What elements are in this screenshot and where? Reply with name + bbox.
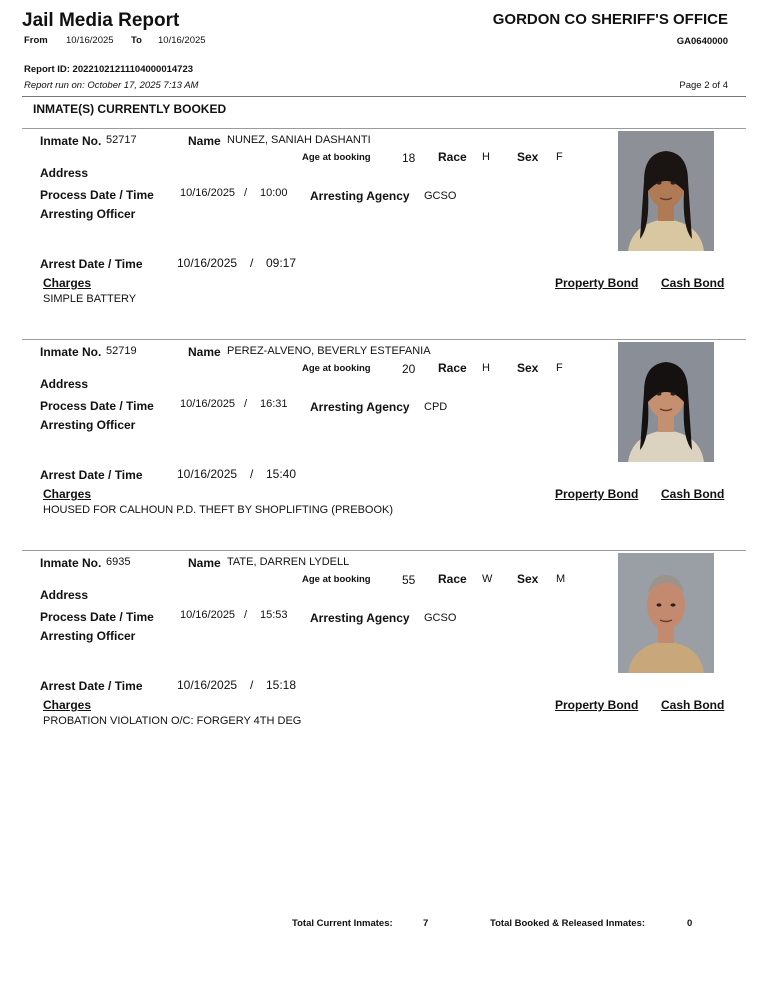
arresting-agency-value: GCSO bbox=[424, 190, 457, 202]
process-time-value: 15:53 bbox=[260, 609, 288, 621]
report-run-on: Report run on: October 17, 2025 7:13 AM bbox=[24, 80, 199, 91]
inmate-photo bbox=[618, 131, 714, 251]
arresting-agency-label: Arresting Agency bbox=[310, 611, 410, 625]
sex-label: Sex bbox=[517, 572, 539, 586]
race-value: H bbox=[482, 362, 490, 374]
report-title: Jail Media Report bbox=[22, 10, 180, 31]
total-booked-released-value: 0 bbox=[687, 918, 693, 929]
record-divider bbox=[22, 339, 746, 340]
property-bond-label: Property Bond bbox=[555, 698, 639, 712]
address-label: Address bbox=[40, 166, 89, 180]
section-title: INMATE(S) CURRENTLY BOOKED bbox=[33, 102, 227, 116]
total-current-value: 7 bbox=[423, 918, 429, 929]
race-value: H bbox=[482, 151, 490, 163]
arrest-date-value: 10/16/2025 bbox=[177, 256, 238, 270]
from-date: 10/16/2025 bbox=[66, 35, 114, 46]
race-label: Race bbox=[438, 572, 467, 586]
address-label: Address bbox=[40, 377, 89, 391]
name-label: Name bbox=[188, 134, 221, 148]
process-date-value: 10/16/2025 bbox=[180, 609, 236, 621]
name-value: PEREZ-ALVENO, BEVERLY ESTEFANIA bbox=[227, 345, 431, 357]
age-value: 20 bbox=[402, 362, 416, 376]
arresting-officer-label: Arresting Officer bbox=[40, 629, 136, 643]
cash-bond-label: Cash Bond bbox=[661, 487, 725, 501]
process-slash: / bbox=[244, 609, 248, 621]
page-number: Page 2 of 4 bbox=[679, 80, 728, 91]
inmate-no-value: 52719 bbox=[106, 345, 137, 357]
process-date-value: 10/16/2025 bbox=[180, 398, 236, 410]
name-label: Name bbox=[188, 345, 221, 359]
arresting-officer-label: Arresting Officer bbox=[40, 207, 136, 221]
charges-label: Charges bbox=[43, 698, 92, 712]
age-value: 55 bbox=[402, 573, 416, 587]
arrest-date-value: 10/16/2025 bbox=[177, 678, 238, 692]
process-date-label: Process Date / Time bbox=[40, 188, 154, 202]
inmate-no-label: Inmate No. bbox=[40, 556, 102, 570]
inmate-photo bbox=[618, 553, 714, 673]
to-date: 10/16/2025 bbox=[158, 35, 206, 46]
charges-value: SIMPLE BATTERY bbox=[43, 293, 137, 305]
sex-value: F bbox=[556, 362, 563, 374]
name-label: Name bbox=[188, 556, 221, 570]
cash-bond-label: Cash Bond bbox=[661, 276, 725, 290]
sex-value: F bbox=[556, 151, 563, 163]
arrest-slash: / bbox=[250, 467, 254, 481]
arresting-agency-value: GCSO bbox=[424, 612, 457, 624]
process-slash: / bbox=[244, 187, 248, 199]
address-label: Address bbox=[40, 588, 89, 602]
to-label: To bbox=[131, 35, 142, 46]
arrest-slash: / bbox=[250, 678, 254, 692]
arrest-time-value: 15:40 bbox=[266, 467, 297, 481]
inmate-no-value: 52717 bbox=[106, 134, 137, 146]
arrest-date-label: Arrest Date / Time bbox=[40, 257, 143, 271]
race-label: Race bbox=[438, 361, 467, 375]
charges-label: Charges bbox=[43, 276, 92, 290]
inmate-photo bbox=[618, 342, 714, 462]
race-label: Race bbox=[438, 150, 467, 164]
property-bond-label: Property Bond bbox=[555, 487, 639, 501]
name-value: TATE, DARREN LYDELL bbox=[227, 556, 350, 568]
charges-label: Charges bbox=[43, 487, 92, 501]
process-date-label: Process Date / Time bbox=[40, 610, 154, 624]
inmate-no-label: Inmate No. bbox=[40, 345, 102, 359]
cash-bond-label: Cash Bond bbox=[661, 698, 725, 712]
process-time-value: 16:31 bbox=[260, 398, 288, 410]
arrest-date-label: Arrest Date / Time bbox=[40, 679, 143, 693]
sex-label: Sex bbox=[517, 150, 539, 164]
name-value: NUNEZ, SANIAH DASHANTI bbox=[227, 134, 371, 146]
header-divider bbox=[22, 96, 746, 97]
arrest-date-label: Arrest Date / Time bbox=[40, 468, 143, 482]
inmate-no-value: 6935 bbox=[106, 556, 131, 568]
agency-name: GORDON CO SHERIFF'S OFFICE bbox=[492, 11, 728, 28]
sex-label: Sex bbox=[517, 361, 539, 375]
process-date-value: 10/16/2025 bbox=[180, 187, 236, 199]
report-id: Report ID: 20221021211104000014723 bbox=[24, 64, 194, 75]
agency-code: GA0640000 bbox=[676, 36, 728, 47]
arresting-officer-label: Arresting Officer bbox=[40, 418, 136, 432]
arrest-time-value: 09:17 bbox=[266, 256, 297, 270]
charges-value: HOUSED FOR CALHOUN P.D. THEFT BY SHOPLIFTING (PREBOOK) bbox=[43, 504, 394, 516]
inmate-no-label: Inmate No. bbox=[40, 134, 102, 148]
record-divider bbox=[22, 550, 746, 551]
arrest-slash: / bbox=[250, 256, 254, 270]
arresting-agency-label: Arresting Agency bbox=[310, 189, 410, 203]
from-label: From bbox=[24, 35, 48, 46]
total-current-label: Total Current Inmates: bbox=[292, 918, 393, 929]
sex-value: M bbox=[556, 573, 566, 585]
property-bond-label: Property Bond bbox=[555, 276, 639, 290]
arresting-agency-value: CPD bbox=[424, 401, 448, 413]
age-label: Age at booking bbox=[302, 363, 371, 374]
charges-value: PROBATION VIOLATION O/C: FORGERY 4TH DEG bbox=[43, 715, 302, 727]
age-label: Age at booking bbox=[302, 574, 371, 585]
total-booked-released-label: Total Booked & Released Inmates: bbox=[490, 918, 646, 929]
process-time-value: 10:00 bbox=[260, 187, 288, 199]
arrest-date-value: 10/16/2025 bbox=[177, 467, 238, 481]
arresting-agency-label: Arresting Agency bbox=[310, 400, 410, 414]
race-value: W bbox=[482, 573, 493, 585]
age-label: Age at booking bbox=[302, 152, 371, 163]
process-slash: / bbox=[244, 398, 248, 410]
process-date-label: Process Date / Time bbox=[40, 399, 154, 413]
record-divider bbox=[22, 128, 746, 129]
age-value: 18 bbox=[402, 151, 416, 165]
arrest-time-value: 15:18 bbox=[266, 678, 297, 692]
